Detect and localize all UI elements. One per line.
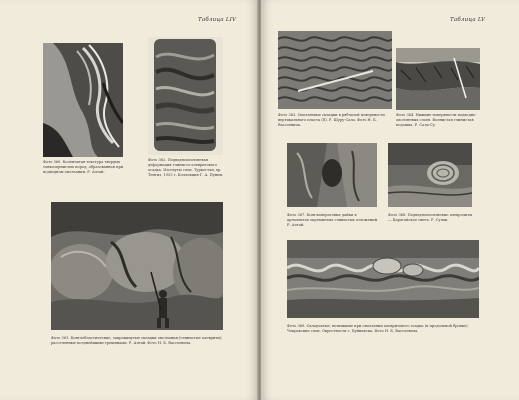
caption-photo-361: Фото 361. Конглобластические, запрокинутые складки оползания (глинистые алевриты), рассеченные позднейшими трещинами. Р. Алтай. Фото Н. Б. Вассоевича. — [51, 336, 223, 345]
caption-photo-369: Фото 369. Складчатые, возникшие при оползании алевритового осадка (к продольной бровке). Чокракские слои. Окрестности г. Буйнакска. Фото Н. Б. Вассоевича. — [287, 324, 469, 333]
plate-header-right: Таблица LV — [450, 17, 486, 23]
caption-photo-364: Фото 364. Нижние поверхности подводно-оползневых слоев. Волнистая глинистая подошва. Р. Сала-Су. — [396, 113, 477, 127]
photo-369 — [287, 240, 479, 318]
photo-368 — [388, 143, 472, 207]
caption-photo-368: Фото 368. Подводнооползневые алевролиты — Карагайское свита. Р. Сулак. — [388, 213, 473, 222]
photo-361 — [51, 202, 223, 330]
photo-364 — [396, 48, 480, 110]
photo-362 — [148, 37, 223, 155]
caption-photo-360: Фото 360. Коленчатая текстура твердых тонкозернистых пород, образованная при подводном оползании. Р. Алтай. — [43, 160, 124, 174]
caption-photo-367: Фото 367. Конгломератовые дайки в аргиллитах окремнелых глинистых отложений. Р. Алтай. — [287, 213, 379, 227]
caption-photo-362: Фото 362. Подводнооползневая деформация глинисто-алевритового осадка. Изогнуты слои, Туркестан, хр. Тенгиз, 1953 г. Коллекция Г. А. Пунин. — [148, 158, 224, 177]
right-page — [261, 0, 519, 400]
photo-363 — [278, 31, 392, 109]
photo-360 — [43, 43, 123, 157]
left-page — [0, 0, 258, 400]
photo-367 — [287, 143, 377, 207]
caption-photo-363: Фото 363. Оползневые складки в рябчатой поверхности вертикального пласта (Ξ). Р. Шуру-Сала. Фото Н. Б. Вассоевича. — [278, 113, 385, 127]
plate-header-left: Таблица LIV — [198, 17, 237, 23]
